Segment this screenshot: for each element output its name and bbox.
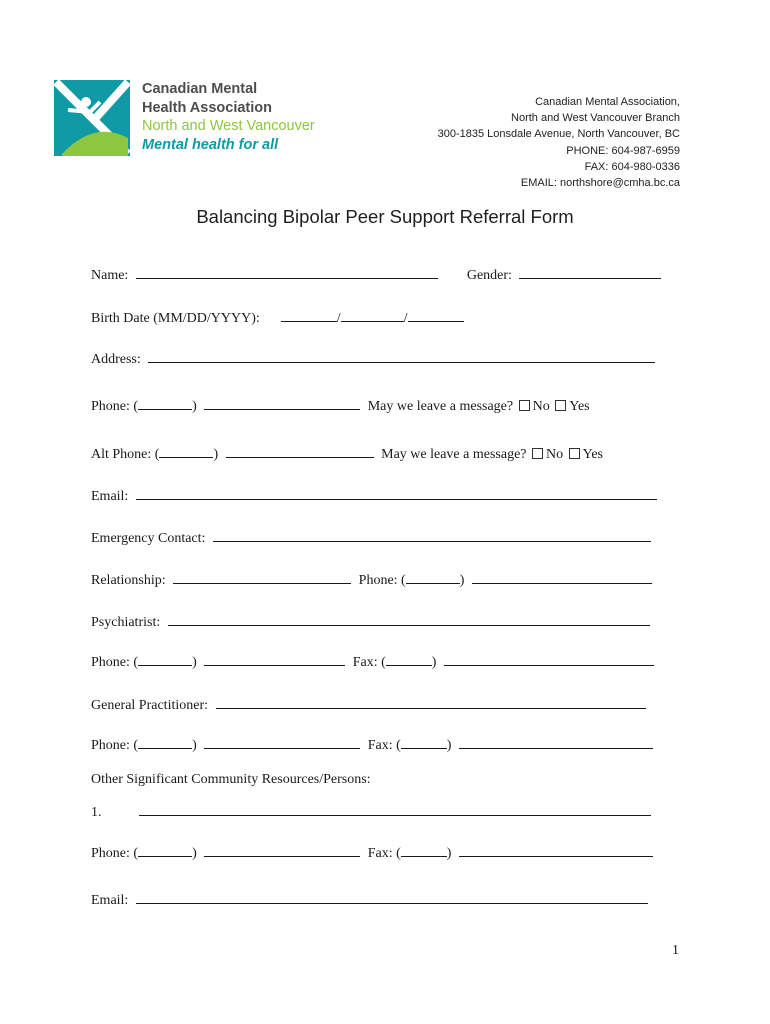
alt-phone-message-yes-checkbox[interactable] <box>569 448 580 459</box>
phone-row <box>91 396 590 416</box>
cmha-logo-mark-icon <box>54 80 130 156</box>
name-gender-row <box>91 265 661 285</box>
resource-email-field[interactable] <box>136 890 648 904</box>
yes-label: Yes <box>569 399 590 414</box>
phone-message-no-checkbox[interactable] <box>519 400 530 411</box>
phone-label: Phone: ( <box>91 399 139 414</box>
name-label: Name: <box>91 268 129 283</box>
alt-phone-row <box>91 444 603 464</box>
message-question: May we leave a message? <box>381 447 527 462</box>
phone-number-field[interactable] <box>204 396 360 410</box>
psychiatrist-field[interactable] <box>168 612 650 626</box>
birth-date-label: Birth Date (MM/DD/YYYY): <box>91 311 260 326</box>
resource-1-number: 1. <box>91 805 102 820</box>
email-field[interactable] <box>136 486 657 500</box>
logo-line-3: North and West Vancouver <box>142 118 315 134</box>
close-paren: ) <box>446 846 452 861</box>
close-paren: ) <box>213 447 219 462</box>
contact-phone: PHONE: 604-987-6959 <box>566 144 680 157</box>
contact-email: EMAIL: northshore@cmha.bc.ca <box>520 177 680 190</box>
psychiatrist-phone-label: Phone: ( <box>91 655 139 670</box>
close-paren: ) <box>192 738 197 753</box>
gp-contact-row <box>91 735 653 755</box>
message-question: May we leave a message? <box>367 399 514 414</box>
page-number: 1 <box>672 943 679 958</box>
contact-block <box>438 94 680 191</box>
gender-field[interactable] <box>519 265 661 279</box>
contact-fax: FAX: 604-980-0336 <box>584 160 680 173</box>
close-paren: ) <box>192 846 197 861</box>
address-field[interactable] <box>148 349 655 363</box>
contact-line-2: North and West Vancouver Branch <box>511 112 680 125</box>
relationship-field[interactable] <box>173 570 351 584</box>
resource-phone-area-code-field[interactable] <box>138 843 192 857</box>
emergency-contact-field[interactable] <box>213 528 651 542</box>
close-paren: ) <box>431 655 437 670</box>
gp-phone-number-field[interactable] <box>204 735 360 749</box>
resource-fax-label: Fax: ( <box>367 846 401 861</box>
psychiatrist-fax-label: Fax: ( <box>352 655 386 670</box>
resource-phone-number-field[interactable] <box>204 843 360 857</box>
phone-area-code-field[interactable] <box>138 396 192 410</box>
gp-phone-area-code-field[interactable] <box>138 735 192 749</box>
form-title: Balancing Bipolar Peer Support Referral Form <box>196 206 574 227</box>
relationship-phone-number-field[interactable] <box>472 570 652 584</box>
resource-1-row <box>91 802 651 822</box>
relationship-phone-area-code-field[interactable] <box>406 570 460 584</box>
emergency-contact-row <box>91 528 651 548</box>
no-label: No <box>532 399 550 414</box>
no-label: No <box>546 447 564 462</box>
psychiatrist-fax-area-code-field[interactable] <box>386 652 432 666</box>
close-paren: ) <box>459 573 465 588</box>
resource-1-field[interactable] <box>139 802 651 816</box>
resource-email-row <box>91 890 648 910</box>
gp-phone-label: Phone: ( <box>91 738 139 753</box>
email-label: Email: <box>91 489 129 504</box>
date-separator: / <box>336 311 341 326</box>
contact-line-3: 300-1835 Lonsdale Avenue, North Vancouver, BC <box>437 128 680 141</box>
other-resources-row <box>91 771 371 789</box>
relationship-row <box>91 570 652 590</box>
relationship-phone-label: Phone: ( <box>358 573 406 588</box>
name-field[interactable] <box>136 265 438 279</box>
psychiatrist-contact-row <box>91 652 654 672</box>
psychiatrist-phone-area-code-field[interactable] <box>138 652 192 666</box>
birth-day-field[interactable] <box>341 308 404 322</box>
emergency-contact-label: Emergency Contact: <box>91 531 206 546</box>
contact-line-1: Canadian Mental Association, <box>535 96 680 108</box>
date-separator: / <box>403 311 408 326</box>
relationship-label: Relationship: <box>91 573 166 588</box>
gp-row <box>91 695 646 715</box>
logo-line-2: Health Association <box>142 99 272 116</box>
psychiatrist-row <box>91 612 650 632</box>
resource-phone-label: Phone: ( <box>91 846 139 861</box>
psychiatrist-phone-number-field[interactable] <box>204 652 345 666</box>
logo-line-1: Canadian Mental <box>142 81 258 97</box>
close-paren: ) <box>192 399 197 414</box>
other-resources-label: Other Significant Community Resources/Persons: <box>91 772 371 787</box>
gp-fax-label: Fax: ( <box>367 738 401 753</box>
resource-fax-area-code-field[interactable] <box>401 843 447 857</box>
alt-phone-number-field[interactable] <box>226 444 374 458</box>
gender-label: Gender: <box>466 268 512 283</box>
alt-phone-message-no-checkbox[interactable] <box>532 448 543 459</box>
alt-phone-area-code-field[interactable] <box>159 444 213 458</box>
gp-fax-number-field[interactable] <box>459 735 653 749</box>
gp-label: General Practitioner: <box>91 698 209 713</box>
alt-phone-label: Alt Phone: ( <box>91 447 160 462</box>
address-row <box>91 349 655 369</box>
close-paren: ) <box>446 738 452 753</box>
email-row <box>91 486 657 506</box>
birth-date-row <box>91 308 464 328</box>
phone-message-yes-checkbox[interactable] <box>555 400 566 411</box>
birth-month-field[interactable] <box>281 308 337 322</box>
yes-label: Yes <box>582 447 603 462</box>
resource-fax-number-field[interactable] <box>459 843 653 857</box>
resource-contact-row <box>91 843 653 863</box>
resource-email-label: Email: <box>91 893 129 908</box>
psychiatrist-fax-number-field[interactable] <box>444 652 654 666</box>
gp-field[interactable] <box>216 695 646 709</box>
psychiatrist-label: Psychiatrist: <box>91 615 161 630</box>
birth-year-field[interactable] <box>408 308 464 322</box>
close-paren: ) <box>192 655 197 670</box>
gp-fax-area-code-field[interactable] <box>401 735 447 749</box>
logo-tagline: Mental health for all <box>142 136 279 153</box>
address-label: Address: <box>91 352 141 367</box>
cmha-logo <box>54 80 344 160</box>
